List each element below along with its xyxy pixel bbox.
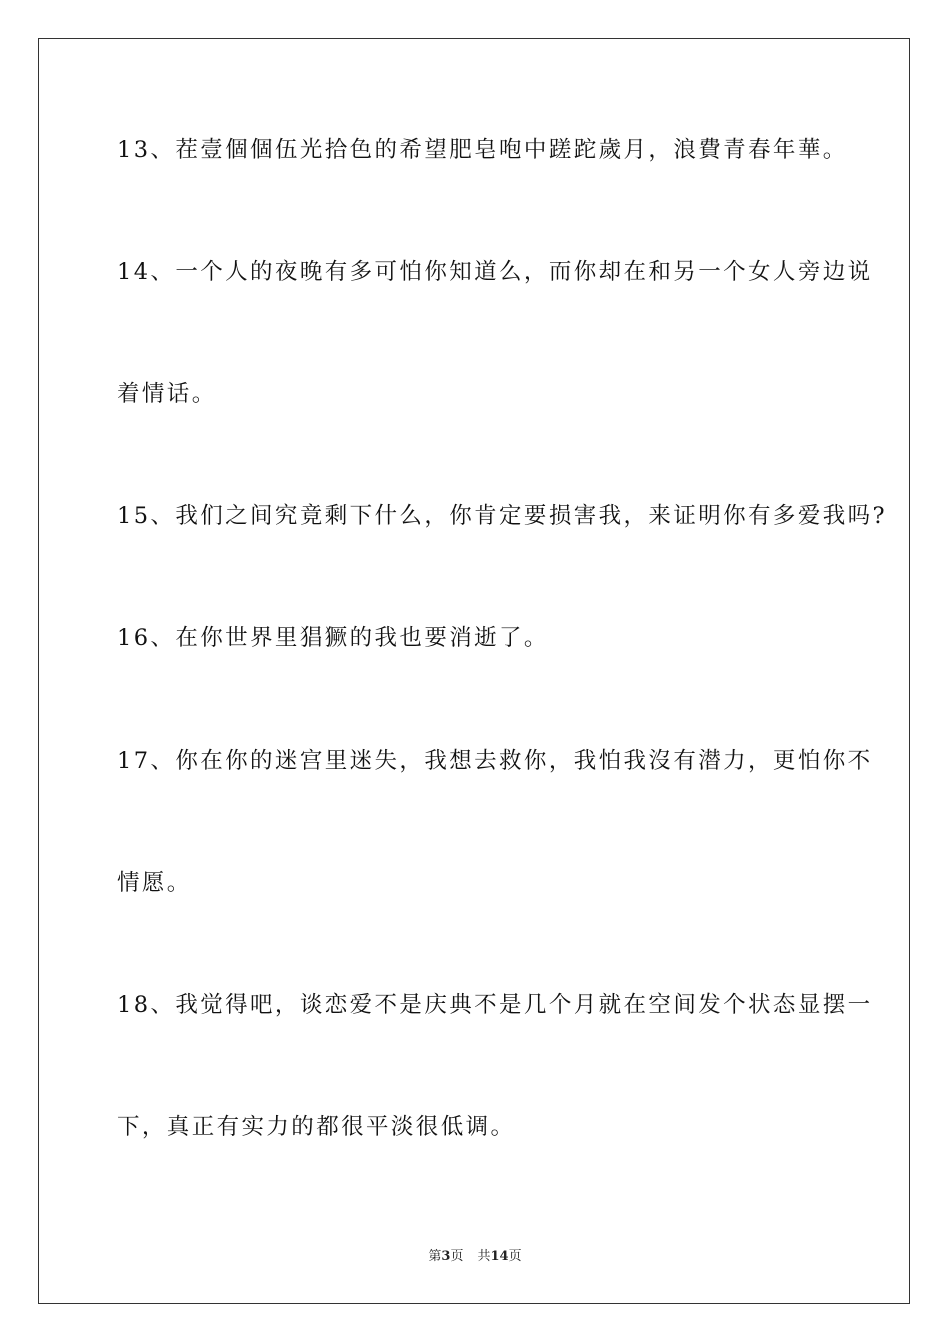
paragraph-16: 16、在你世界里猖獗的我也要消逝了。	[117, 625, 549, 651]
total-suffix: 页	[508, 1249, 522, 1264]
paragraph-17-line-1: 17、你在你的迷宫里迷失，我想去救你，我怕我沒有潜力，更怕你不	[117, 748, 873, 774]
paragraph-18-line-1: 18、我觉得吧，谈恋爱不是庆典不是几个月就在空间发个状态显摆一	[117, 992, 873, 1018]
paragraph-13: 13、茬壹個個伍光拾色的希望肥皂咆中蹉跎歲月，浪費青春年華。	[117, 137, 848, 163]
page-footer	[0, 1250, 950, 1263]
paragraph-17-line-2: 情愿。	[117, 870, 192, 896]
paragraph-15: 15、我们之间究竟剩下什么，你肯定要损害我，来证明你有多爱我吗?	[117, 503, 887, 529]
paragraph-18-line-2: 下，真正有实力的都很平淡很低调。	[117, 1114, 516, 1140]
page-number: 3	[441, 1249, 451, 1264]
total-pages: 14	[490, 1249, 509, 1264]
page-suffix: 页	[450, 1249, 464, 1264]
paragraph-14-line-2: 着情话。	[117, 381, 217, 407]
page-prefix: 第	[428, 1249, 442, 1264]
total-prefix: 共	[477, 1249, 491, 1264]
paragraph-14-line-1: 14、一个人的夜晚有多可怕你知道么，而你却在和另一个女人旁边说	[117, 259, 873, 285]
